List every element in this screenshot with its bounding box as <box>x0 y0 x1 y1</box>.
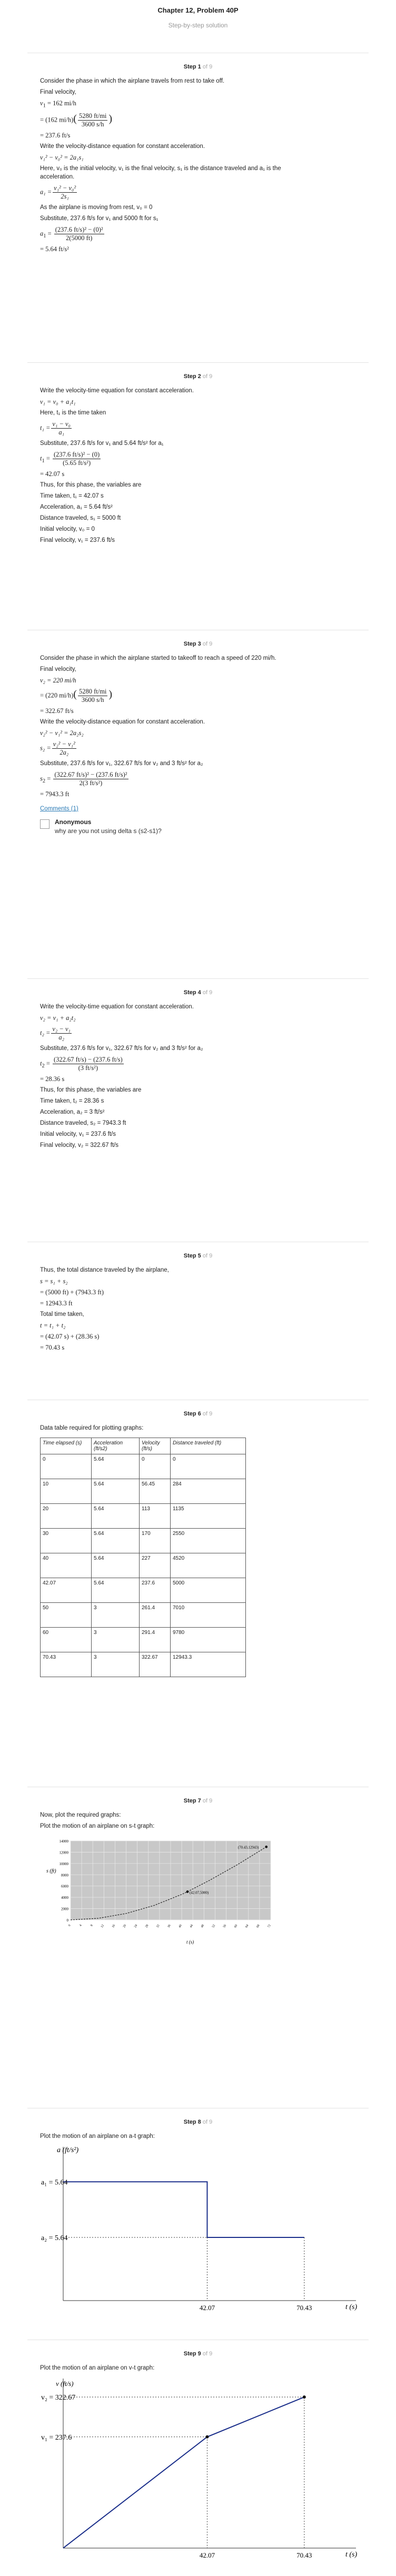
v-t-chart <box>40 2374 367 2569</box>
x-axis-label: t (s) <box>186 1939 194 1945</box>
step-title: Step 1 of 9 <box>183 64 213 70</box>
equation: = 237.6 ft/s <box>40 131 71 139</box>
y-tick-label: 6000 <box>61 1884 68 1889</box>
text: Acceleration, a₂ = 3 ft/s² <box>40 1109 105 1115</box>
text: Write the velocity-distance equation for constant acceleration. <box>40 719 205 725</box>
text: Here, t₁ is the time taken <box>40 410 106 416</box>
table-cell: 5000 <box>171 1578 246 1603</box>
table-row <box>41 1529 246 1553</box>
step-1 <box>27 53 369 363</box>
comment-text: why are you not using delta s (s2-s1)? <box>55 827 162 835</box>
text: Thus, for this phase, the variables are <box>40 1087 142 1093</box>
equation: = (5000 ft) + (7943.3 ft) <box>40 1289 104 1296</box>
text: Substitute, 237.6 ft/s for v₁ and 5.64 ft/s² for a₁ <box>40 440 164 447</box>
y-axis-label: s (ft) <box>46 1868 56 1874</box>
equation: $t_2$ = $\frac{(322.67 ft/s) - (237.6 ft/s)}{\text{(3 ft/s²)}}$ <box>40 1056 123 1072</box>
equation: v₁ = v₀ + a₁t₁ <box>40 398 76 405</box>
annotation: (70.43,12943) <box>237 1845 259 1850</box>
y-tick-label: 0 <box>66 1918 68 1923</box>
equation: = 12943.3 ft <box>40 1300 73 1307</box>
data-point <box>186 1890 189 1893</box>
table-header: Time elapsed (s) <box>41 1438 92 1454</box>
table-cell: 7010 <box>171 1603 246 1628</box>
step-title: Step 2 of 9 <box>183 373 213 380</box>
table-header: Velocity (ft/s) <box>140 1438 171 1454</box>
text: Final velocity, <box>40 666 76 672</box>
series-line <box>63 2182 304 2237</box>
table-cell: 5.64 <box>92 1504 140 1529</box>
page-title: Chapter 12, Problem 40P <box>157 6 239 14</box>
table-header: Distance traveled (ft) <box>171 1438 246 1454</box>
table-cell: 10 <box>41 1479 92 1504</box>
x-tick-label: 56 <box>223 1924 227 1929</box>
table-cell: 42.07 <box>41 1578 92 1603</box>
x-axis-label: t (s) <box>345 2551 358 2559</box>
text: Total time taken, <box>40 1311 84 1317</box>
table-cell: 227 <box>140 1553 171 1578</box>
table-row <box>41 1578 246 1603</box>
equation: $a_1$ = $\frac{\text{(237.6 ft/s)² − (0)²}}{2(5000 ft)}$ <box>40 225 103 242</box>
equation: $s_2$ = $\frac{\text{(322.67 ft/s)² − (237.6 ft/s)²}}{\text{2(3 ft/s²)}}$ <box>40 771 127 787</box>
text: Plot the motion of an airplane on a-t graph: <box>40 2133 155 2139</box>
text: Initial velocity, v₁ = 237.6 ft/s <box>40 1131 116 1137</box>
y-axis-label: a (ft/s²) <box>57 2146 79 2154</box>
step-4 <box>27 978 369 1242</box>
text: Now, plot the required graphs: <box>40 1812 121 1818</box>
text: Time taken, t₂ = 28.36 s <box>40 1098 104 1104</box>
table-row <box>41 1553 246 1578</box>
x-tick-label: 16 <box>111 1924 116 1929</box>
step-6 <box>27 1400 369 1787</box>
table-cell: 2550 <box>171 1529 246 1553</box>
text: Data table required for plotting graphs: <box>40 1425 144 1431</box>
equation: = 70.43 s <box>40 1344 65 1351</box>
table-cell: 5.64 <box>92 1479 140 1504</box>
step-title: Step 7 of 9 <box>183 1798 213 1804</box>
equation: = (42.07 s) + (28.36 s) <box>40 1333 100 1340</box>
comments-link[interactable]: Comments (1) <box>40 806 78 812</box>
table-row <box>41 1454 246 1479</box>
text: Write the velocity-time equation for constant acceleration. <box>40 388 194 394</box>
x-tick-label: 36 <box>167 1924 172 1929</box>
comment <box>40 818 369 835</box>
x-tick-label: 70.43 <box>296 2551 312 2559</box>
equation: = 42.07 s <box>40 470 65 478</box>
equation: v₂ = 220 mi/h <box>40 677 76 684</box>
x-tick-label: 42.07 <box>199 2551 215 2559</box>
text: Write the velocity-time equation for constant acceleration. <box>40 1004 194 1010</box>
table-row <box>41 1504 246 1529</box>
equation: = 28.36 s <box>40 1075 65 1083</box>
x-tick-label: 20 <box>123 1924 127 1929</box>
step-title: Step 6 of 9 <box>183 1411 213 1417</box>
table-cell: 322.67 <box>140 1652 171 1677</box>
x-tick-label: 0 <box>68 1924 72 1927</box>
table-cell: 1135 <box>171 1504 246 1529</box>
x-tick-label: 60 <box>234 1924 239 1929</box>
equation: $v_1 = 162$ mi/h <box>40 100 76 109</box>
y-tick-label: 8000 <box>61 1873 68 1878</box>
equation: v₂ = v₁ + a₂t₂ <box>40 1014 76 1022</box>
step-title: Step 5 of 9 <box>183 1253 213 1259</box>
avatar <box>40 819 49 829</box>
y-tick-label: 2000 <box>61 1907 68 1911</box>
y-axis-label: v (ft/s) <box>56 2380 74 2387</box>
x-tick-label: 42.07 <box>199 2304 215 2312</box>
y-tick-label: 4000 <box>61 1896 68 1900</box>
text: Substitute, 237.6 ft/s for v₁, 322.67 ft/s for v₂ and 3 ft/s² for a₂ <box>40 1045 203 1052</box>
table-cell: 3 <box>92 1652 140 1677</box>
step-3 <box>27 630 369 979</box>
x-axis-label: t (s) <box>345 2303 358 2311</box>
text: acceleration. <box>40 173 75 180</box>
y-label: v₂ = 322.67 <box>41 2394 76 2402</box>
table-cell: 56.45 <box>140 1479 171 1504</box>
x-tick-label: 52 <box>211 1924 216 1929</box>
text: As the airplane is moving from rest, v₀ = 0 <box>40 204 153 211</box>
text: Final velocity, v₁ = 237.6 ft/s <box>40 537 115 543</box>
table-cell: 30 <box>41 1529 92 1553</box>
table-cell: 3 <box>92 1628 140 1652</box>
table-cell: 0 <box>140 1454 171 1479</box>
table-cell: 70.43 <box>41 1652 92 1677</box>
x-tick-label: 64 <box>245 1924 250 1929</box>
text: Distance traveled, s₁ = 5000 ft <box>40 515 121 521</box>
step-9 <box>27 2340 369 2576</box>
text: Acceleration, a₁ = 5.64 ft/s² <box>40 504 113 510</box>
table-cell: 5.64 <box>92 1454 140 1479</box>
equation: v₁² − v₀² = 2a₁s₁ <box>40 153 84 161</box>
x-tick-label: 70.43 <box>296 2304 312 2312</box>
table-cell: 291.4 <box>140 1628 171 1652</box>
x-tick-label: 28 <box>145 1924 150 1929</box>
equation: = (220 mi/h)( $\frac{5280 ft/mi}{3600 s/h}$ ) <box>40 688 113 704</box>
s-t-chart <box>40 1836 314 1946</box>
step-8 <box>27 2108 369 2340</box>
table-row <box>41 1652 246 1677</box>
text: Thus, for this phase, the variables are <box>40 482 142 488</box>
data-point <box>303 2395 306 2399</box>
text: Plot the motion of an airplane on s-t graph: <box>40 1823 155 1829</box>
text: Substitute, 237.6 ft/s for v₁, 322.67 ft/s for v₂ and 3 ft/s² for a₂ <box>40 760 203 767</box>
x-tick-label: 12 <box>100 1924 105 1929</box>
equation: = 7943.3 ft <box>40 790 70 798</box>
table-cell: 20 <box>41 1504 92 1529</box>
x-tick-label: 48 <box>200 1924 205 1929</box>
text: Plot the motion of an airplane on v-t graph: <box>40 2365 155 2371</box>
table-cell: 113 <box>140 1504 171 1529</box>
table-cell: 60 <box>41 1628 92 1652</box>
text: Consider the phase in which the airplane travels from rest to take off. <box>40 78 225 84</box>
x-tick-label: 68 <box>256 1924 261 1929</box>
table-cell: 4520 <box>171 1553 246 1578</box>
table-cell: 5.64 <box>92 1578 140 1603</box>
data-table <box>40 1438 246 1677</box>
y-label: a₂ = 5.64 <box>41 2234 68 2242</box>
x-tick-label: 72 <box>267 1924 272 1929</box>
step-5 <box>27 1242 369 1400</box>
equation: = 5.64 ft/s² <box>40 245 69 253</box>
table-cell: 170 <box>140 1529 171 1553</box>
equation: t = t₁ + t₂ <box>40 1322 66 1329</box>
a-t-chart <box>40 2143 367 2322</box>
table-cell: 284 <box>171 1479 246 1504</box>
solution-page <box>27 0 369 2559</box>
equation: = 322.67 ft/s <box>40 707 74 715</box>
data-point <box>265 1846 268 1848</box>
x-tick-label: 8 <box>90 1924 94 1927</box>
text: Initial velocity, v₀ = 0 <box>40 526 95 532</box>
text: Substitute, 237.6 ft/s for v₁ and 5000 ft for s₁ <box>40 215 159 222</box>
table-cell: 9780 <box>171 1628 246 1652</box>
table-cell: 0 <box>171 1454 246 1479</box>
series-line <box>63 2397 304 2548</box>
text: Final velocity, v₂ = 322.67 ft/s <box>40 1142 119 1148</box>
table-row <box>41 1628 246 1652</box>
equation: t₁ = $\frac{\text{v₁ − v₀}}{\text{a₁}}$ <box>40 420 71 436</box>
equation: s = s₁ + s₂ <box>40 1277 68 1285</box>
page-subtitle: Step-by-step solution <box>168 22 228 29</box>
header <box>27 6 369 29</box>
x-tick-label: 24 <box>134 1924 138 1929</box>
table-cell: 40 <box>41 1553 92 1578</box>
y-tick-label: 10000 <box>59 1861 68 1866</box>
table-cell: 12943.3 <box>171 1652 246 1677</box>
table-cell: 50 <box>41 1603 92 1628</box>
comment-author: Anonymous <box>55 818 92 826</box>
table-row <box>41 1603 246 1628</box>
table-cell: 3 <box>92 1603 140 1628</box>
table-cell: 0 <box>41 1454 92 1479</box>
text: Distance traveled, s₂ = 7943.3 ft <box>40 1120 126 1126</box>
step-title: Step 4 of 9 <box>183 989 213 996</box>
text: Thus, the total distance traveled by the airplane, <box>40 1267 169 1273</box>
equation: = (162 mi/h)( $\frac{5280 ft/mi}{3600 s/h}$ ) <box>40 112 113 128</box>
table-cell: 5.64 <box>92 1529 140 1553</box>
y-label: a₁ = 5.64 <box>41 2178 68 2187</box>
equation: $t_1$ = $\frac{\text{(237.6 ft/s)² − (0)}}{\text{(5.65 ft/s²)}}$ <box>40 451 100 467</box>
text: Consider the phase in which the airplane started to takeoff to reach a speed of 220 mi/h. <box>40 655 276 661</box>
annotation: (42.07,5000) <box>190 1890 209 1895</box>
table-header: Acceleration (ft/s2) <box>92 1438 140 1454</box>
text: Time taken, t₁ = 42.07 s <box>40 493 104 499</box>
equation: s₂ = $\frac{\text{v₂² − v₁²}}{\text{2a₂}}$ <box>40 740 75 756</box>
step-title: Step 8 of 9 <box>183 2119 213 2125</box>
table-cell: 5.64 <box>92 1553 140 1578</box>
text: Here, v₀ is the initial velocity, v₁ is the final velocity, s₁ is the distance traveled and a₁ is the <box>40 165 281 172</box>
step-title: Step 3 of 9 <box>183 641 213 647</box>
equation: a₁ = $\frac{\text{v₁² − v₀²}}{\text{2s₁}}$ <box>40 184 76 200</box>
step-2 <box>27 362 369 630</box>
y-label: v₁ = 237.6 <box>41 2433 72 2442</box>
equation: v₂² − v₁² = 2a₂s₂ <box>40 729 84 737</box>
text: Final velocity, <box>40 89 76 95</box>
text: Write the velocity-distance equation for constant acceleration. <box>40 143 205 150</box>
y-tick-label: 14000 <box>59 1839 68 1844</box>
table-cell: 237.6 <box>140 1578 171 1603</box>
y-tick-label: 12000 <box>59 1850 68 1855</box>
step-title: Step 9 of 9 <box>183 2351 213 2357</box>
x-tick-label: 40 <box>178 1924 183 1929</box>
table-cell: 261.4 <box>140 1603 171 1628</box>
x-tick-label: 44 <box>189 1924 194 1929</box>
data-point <box>205 2435 209 2439</box>
x-tick-label: 32 <box>156 1924 161 1929</box>
step-7 <box>27 1787 369 2108</box>
table-row <box>41 1479 246 1504</box>
equation: t₂ = $\frac{\text{v₂ − v₁}}{\text{a₂}}$ <box>40 1025 71 1041</box>
x-tick-label: 4 <box>79 1924 83 1927</box>
